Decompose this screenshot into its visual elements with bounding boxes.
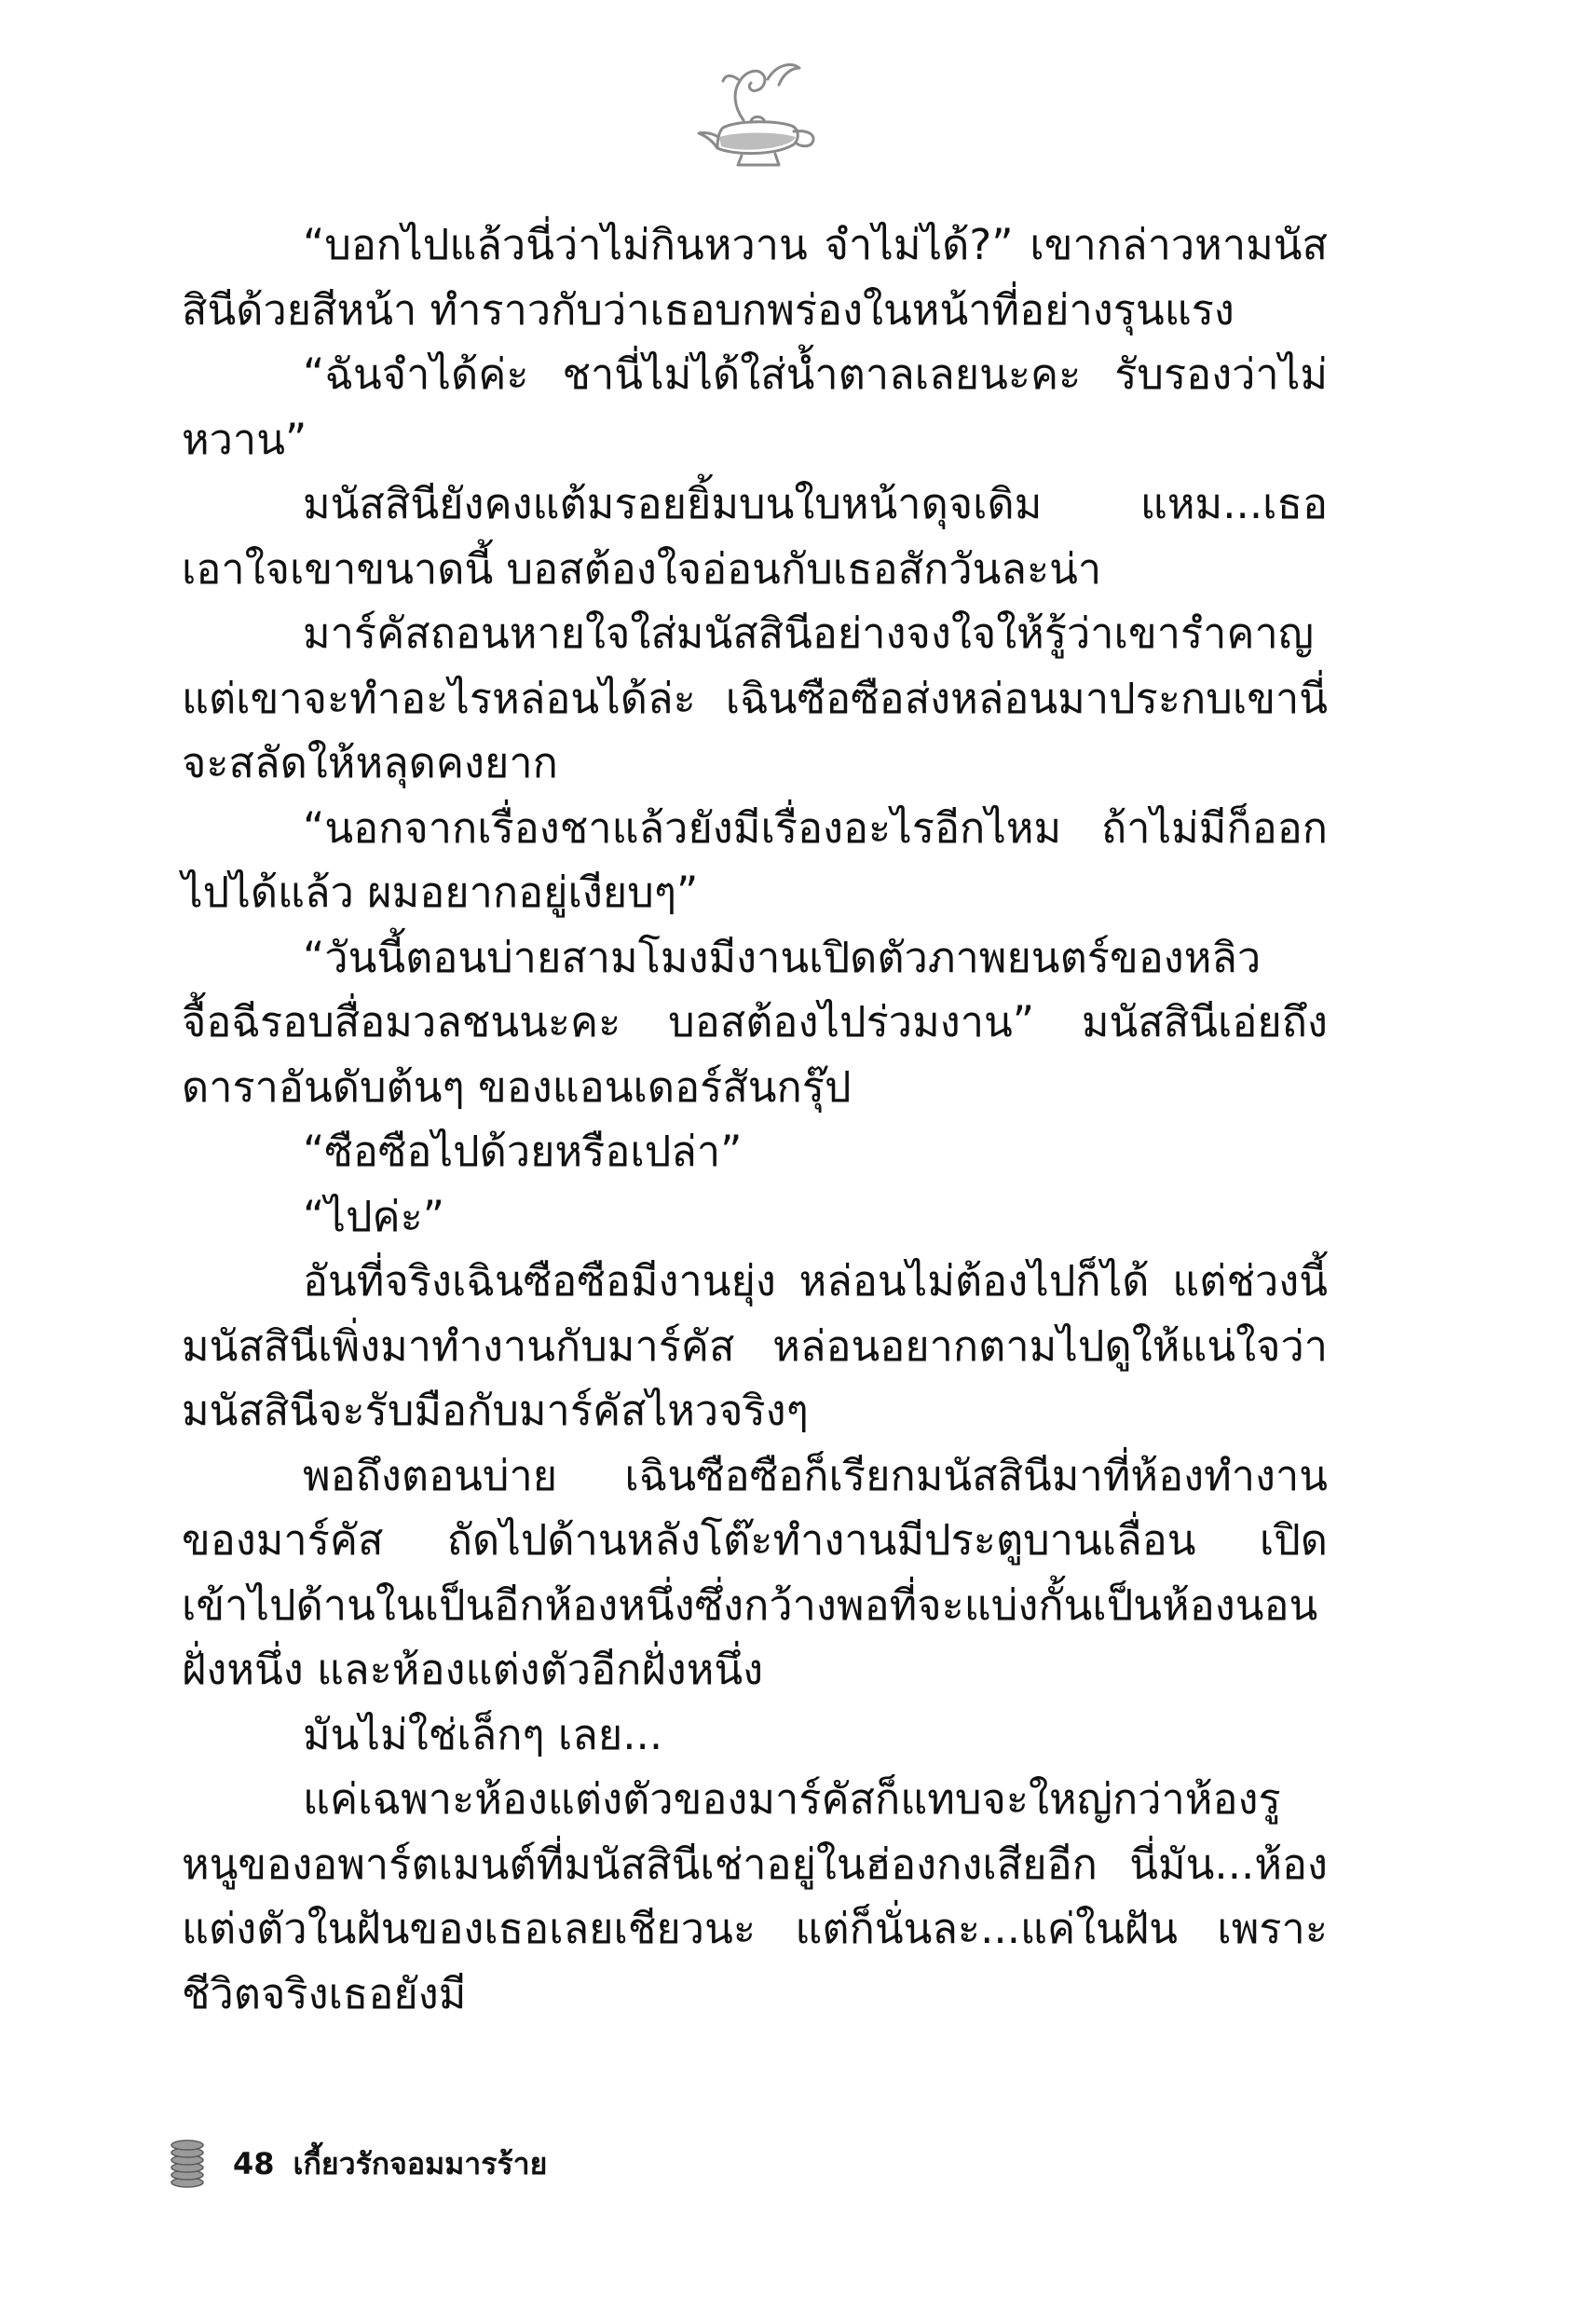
body-text [182, 212, 1328, 2026]
page-number: 48 [233, 2146, 275, 2181]
paragraph: “บอกไปแล้วนี่ว่าไม่กินหวาน จำไม่ได้?” เขากล่าวหามนัสสินีด้วยสีหน้า ทำราวกับว่าเธอบกพร่องในหน้าที่อย่างรุนแรง [182, 220, 1328, 335]
paragraph: มันไม่ใช่เล็กๆ เลย... [303, 1709, 663, 1759]
paragraph: พอถึงตอนบ่าย เฉินซือซือก็เรียกมนัสสินีมาที่ห้องทำงานของมาร์คัส ถัดไปด้านหลังโต๊ะทำงานมีประตูบานเลื่อน เปิดเข้าไปด้านในเป็นอีกห้องหนึ่งซึ่งกว้างพอที่จะแบ่งกั้นเป็นห้องนอนฝั่งหนึ่ง และห้องแต่งตัวอีกฝั่งหนึ่ง [182, 1450, 1328, 1694]
paragraph: มนัสสินียังคงแต้มรอยยิ้มบนใบหน้าดุจเดิม แหม...เธอเอาใจเขาขนาดนี้ บอสต้องใจอ่อนกับเธอสักวันละน่า [182, 479, 1328, 594]
paragraph: อันที่จริงเฉินซือซือมีงานยุ่ง หล่อนไม่ต้องไปก็ได้ แต่ช่วงนี้มนัสสินีเพิ่งมาทำงานกับมาร์คัส หล่อนอยากตามไปดูให้แน่ใจว่ามนัสสินีจะรับมือกับมาร์คัสไหวจริงๆ [182, 1256, 1328, 1435]
page-footer [168, 2136, 547, 2192]
genie-lamp-icon [686, 51, 825, 172]
paragraph: “ไปค่ะ” [303, 1191, 445, 1241]
coin-stack-icon [168, 2138, 207, 2190]
paragraph: “ซือซือไปด้วยหรือเปล่า” [303, 1127, 743, 1176]
paragraph: มาร์คัสถอนหายใจใส่มนัสสินีอย่างจงใจให้รู้ว่าเขารำคาญ แต่เขาจะทำอะไรหล่อนได้ล่ะ เฉินซือซือส่งหล่อนมาประกบเขานี่ จะสลัดให้หลุดคงยาก [182, 609, 1328, 787]
paragraph: “นอกจากเรื่องชาแล้วยังมีเรื่องอะไรอีกไหม ถ้าไม่มีก็ออกไปได้แล้ว ผมอยากอยู่เงียบๆ” [182, 802, 1328, 917]
paragraph: “วันนี้ตอนบ่ายสามโมงมีงานเปิดตัวภาพยนตร์ของหลิวจื้อฉีรอบสื่อมวลชนนะคะ บอสต้องไปร่วมงาน” มนัสสินีเอ่ยถึงดาราอันดับต้นๆ ของแอนเดอร์สันกรุ๊ป [182, 932, 1328, 1112]
paragraph: “ฉันจำได้ค่ะ ชานี่ไม่ได้ใส่น้ำตาลเลยนะคะ รับรองว่าไม่หวาน” [182, 349, 1328, 464]
paragraph: แค่เฉพาะห้องแต่งตัวของมาร์คัสก็แทบจะใหญ่กว่าห้องรูหนูของอพาร์ตเมนต์ที่มนัสสินีเช่าอยู่ในฮ่องกงเสียอีก นี่มัน...ห้องแต่งตัวในฝันของเธอเลยเชียวนะ แต่ก็นั่นละ...แค่ในฝัน เพราะชีวิตจริงเธอยังมี [182, 1774, 1328, 2018]
book-title: เกี้ยวรักจอมมารร้าย [293, 2145, 548, 2181]
